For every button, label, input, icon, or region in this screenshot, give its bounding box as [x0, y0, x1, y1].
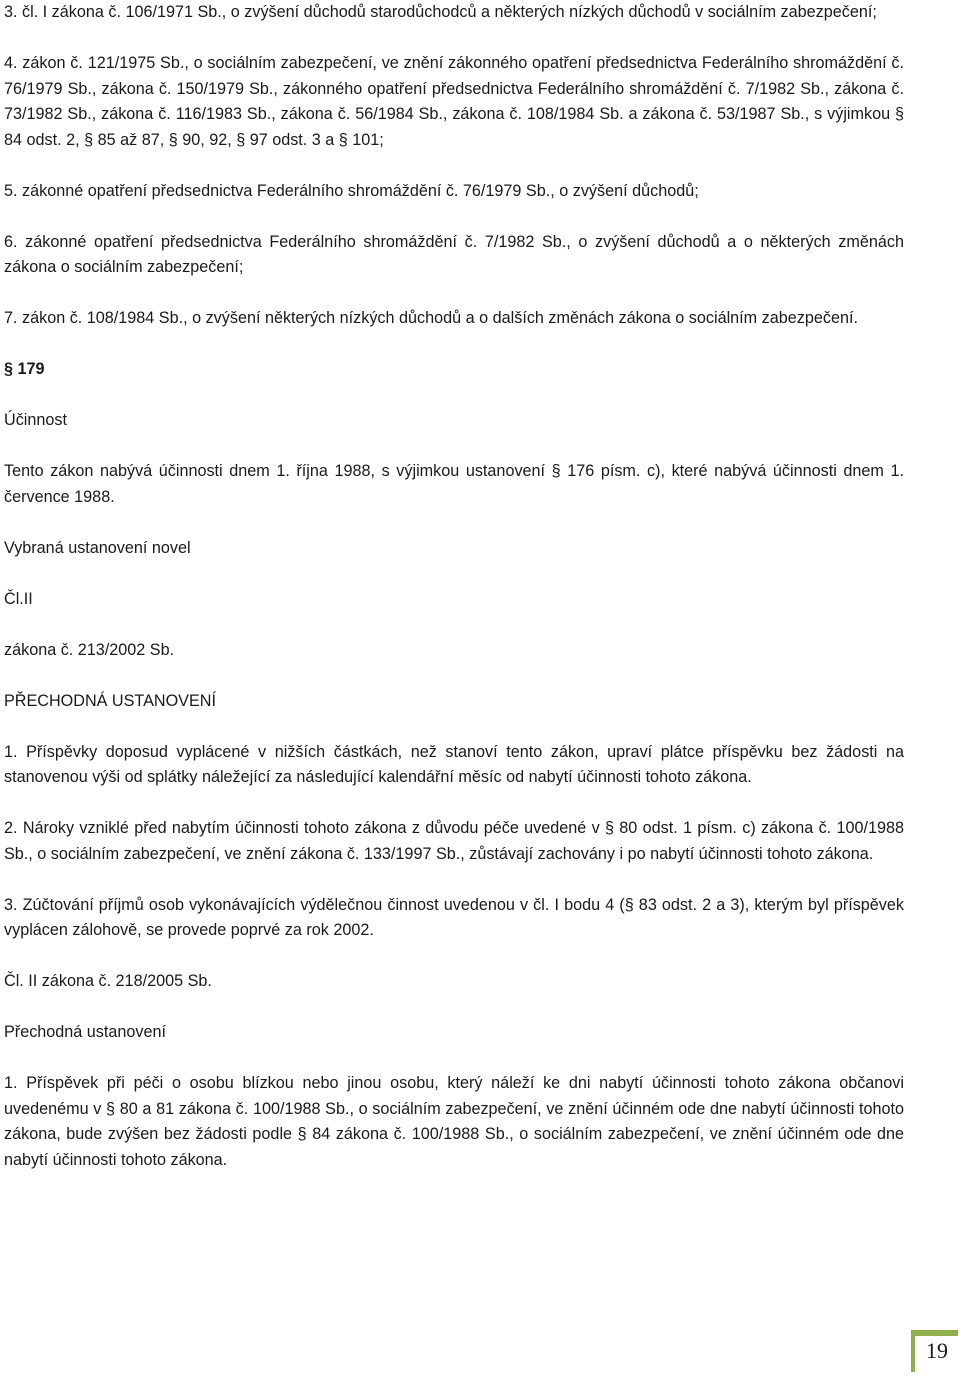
- transitional-item-2: 2. Nároky vzniklé před nabytím účinnosti tohoto zákona z důvodu péče uvedené v § 80 odst. 1 písm. c) zákona č. 100/1988 Sb., o sociálním zabezpečení, ve znění zákona č. 133/1997 Sb., zůstávají zachovány i po nabytí účinnosti tohoto zákona.: [4, 819, 904, 863]
- section-heading: § 179: [4, 360, 45, 378]
- effective-date-paragraph: Tento zákon nabývá účinnosti dnem 1. října 1988, s výjimkou ustanovení § 176 písm. c), které nabývá účinnosti dnem 1. července 1988.: [4, 462, 904, 506]
- page-number: 19: [926, 1338, 948, 1363]
- page-number-accent-top: [911, 1330, 958, 1336]
- list-item-7: 7. zákon č. 108/1984 Sb., o zvýšení některých nízkých důchodů a o dalších změnách zákona o sociálním zabezpečení.: [4, 309, 858, 327]
- transitional-heading: PŘECHODNÁ USTANOVENÍ: [4, 691, 216, 710]
- list-item-6: 6. zákonné opatření předsednictva Federálního shromáždění č. 7/1982 Sb., o zvýšení důchodů a o některých změnách zákona o sociálním zabezpečení;: [4, 232, 904, 276]
- transitional-heading-2: Přechodná ustanovení: [4, 1023, 166, 1041]
- list-item-5: 5. zákonné opatření předsednictva Federálního shromáždění č. 76/1979 Sb., o zvýšení důchodů;: [4, 181, 699, 200]
- article-heading: Čl.II: [4, 589, 33, 608]
- transitional-item-3: 3. Zúčtování příjmů osob vykonávajících výdělečnou činnost uvedenou v čl. I bodu 4 (§ 83 odst. 2 a 3), kterým byl příspěvek vyplácen zálohově, se provede poprvé za rok 2002.: [4, 895, 904, 939]
- law-reference: zákona č. 213/2002 Sb.: [4, 640, 175, 659]
- amendments-heading: Vybraná ustanovení novel: [4, 538, 191, 557]
- list-item-3: 3. čl. I zákona č. 106/1971 Sb., o zvýšení důchodů starodůchodců a některých nízkých důchodů v sociálním zabezpečení;: [4, 3, 877, 21]
- list-item-4: 4. zákon č. 121/1975 Sb., o sociálním zabezpečení, ve znění zákonného opatření předsednictva Federálního shromáždění č. 76/1979 Sb., zákona č. 150/1979 Sb., zákonného opatření předsednictva Federálního shromáždění č. 7/1982 Sb., zákona č. 73/1982 Sb., zákona č. 116/1983 Sb., zákona č. 56/1984 Sb., zákona č. 108/1984 Sb. a zákona č. 53/1987 Sb., s výjimkou § 84 odst. 2, § 85 až 87, § 90, 92, § 97 odst. 3 a § 101;: [4, 54, 904, 149]
- page-number-accent-left: [911, 1330, 915, 1372]
- document-body: [4, 0, 904, 1173]
- section-title: Účinnost: [4, 411, 67, 429]
- article-heading-2: Čl. II zákona č. 218/2005 Sb.: [4, 972, 212, 990]
- transitional-item-4: 1. Příspěvek při péči o osobu blízkou nebo jinou osobu, který náleží ke dni nabytí účinnosti tohoto zákona občanovi uvedenému v § 80 a 81 zákona č. 100/1988 Sb., o sociálním zabezpečení, ve znění účinném ode dne nabytí účinnosti tohoto zákona, bude zvýšen bez žádosti podle § 84 zákona č. 100/1988 Sb., o sociálním zabezpečení, ve znění účinném ode dne nabytí účinnosti tohoto zákona.: [4, 1074, 904, 1169]
- transitional-item-1: 1. Příspěvky doposud vyplácené v nižších částkách, než stanoví tento zákon, upraví plátce příspěvku bez žádosti na stanovenou výši od splátky náležející za následující kalendářní měsíc od nabytí účinnosti tohoto zákona.: [4, 742, 904, 786]
